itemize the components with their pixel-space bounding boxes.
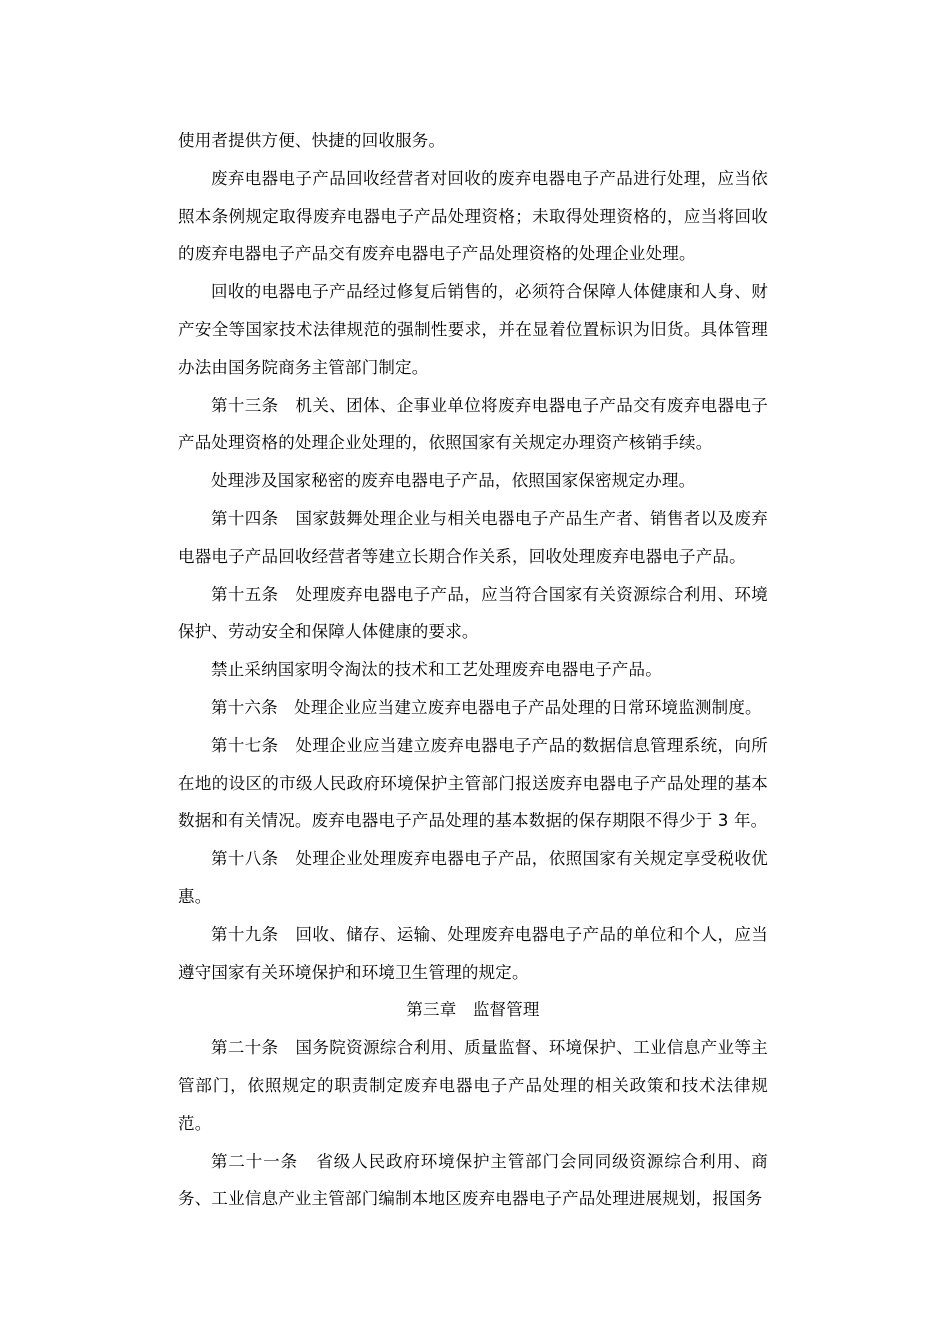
article-17-label: 第十七条 <box>211 735 279 755</box>
article-15-label: 第十五条 <box>211 584 279 604</box>
article-13-text: 机关、团体、企事业单位将废弃电器电子产品交有废弃电器电子产品处理资格的处理企业处理的，依照国家有关规定办理资产核销手续。 <box>178 395 768 453</box>
document-body <box>178 122 768 1218</box>
article-15-text: 处理废弃电器电子产品，应当符合国家有关资源综合利用、环境保护、劳动安全和保障人体健康的要求。 <box>178 584 768 642</box>
article-20 <box>178 1029 768 1142</box>
chapter-title: 监督管理 <box>472 1000 540 1020</box>
paragraph-state-secrets: 处理涉及国家秘密的废弃电器电子产品，依照国家保密规定办理。 <box>211 471 696 491</box>
paragraph-recycler-processing: 废弃电器电子产品回收经营者对回收的废弃电器电子产品进行处理，应当依照本条例规定取得废弃电器电子产品处理资格；未取得处理资格的，应当将回收的废弃电器电子产品交有废弃电器电子产品处理资格的处理企业处理。 <box>178 168 768 264</box>
article-15 <box>178 576 768 652</box>
article-18 <box>178 840 768 916</box>
article-19-text: 回收、储存、运输、处理废弃电器电子产品的单位和个人，应当遵守国家有关环境保护和环境卫生管理的规定。 <box>178 924 768 982</box>
article-14-label: 第十四条 <box>211 508 279 528</box>
article-16-text: 处理企业应当建立废弃电器电子产品处理的日常环境监测制度。 <box>294 697 762 717</box>
continuation-paragraph: 使用者提供方便、快捷的回收服务。 <box>178 131 446 150</box>
article-21 <box>178 1143 768 1219</box>
article-21-text: 省级人民政府环境保护主管部门会同同级资源综合利用、商务、工业信息产业主管部门编制本地区废弃电器电子产品处理进展规划，报国务 <box>178 1151 768 1209</box>
chapter-heading <box>178 991 768 1029</box>
article-16 <box>178 689 768 727</box>
chapter-label: 第三章 <box>406 1000 457 1020</box>
article-14 <box>178 500 768 576</box>
article-20-text: 国务院资源综合利用、质量监督、环境保护、工业信息产业等主管部门，依照规定的职责制定废弃电器电子产品处理的相关政策和技术法律规范。 <box>178 1038 768 1133</box>
article-14-text: 国家鼓舞处理企业与相关电器电子产品生产者、销售者以及废弃电器电子产品回收经营者等建立长期合作关系，回收处理废弃电器电子产品。 <box>178 508 768 566</box>
article-19 <box>178 916 768 992</box>
article-17 <box>178 727 768 840</box>
article-18-text: 处理企业处理废弃电器电子产品，依照国家有关规定享受税收优惠。 <box>178 849 768 906</box>
article-20-label: 第二十条 <box>211 1038 279 1058</box>
paragraph-refurbished-sales: 回收的电器电子产品经过修复后销售的，必须符合保障人体健康和人身、财产安全等国家技术法律规范的强制性要求，并在显着位置标识为旧货。具体管理办法由国务院商务主管部门制定。 <box>178 282 768 377</box>
article-13-label: 第十三条 <box>211 395 279 415</box>
article-17-text: 处理企业应当建立废弃电器电子产品的数据信息管理系统，向所在地的设区的市级人民政府环境保护主管部门报送废弃电器电子产品处理的基本数据和有关情况。废弃电器电子产品处理的基本数据的保存期限不得少于 3 年。 <box>178 735 768 831</box>
article-13 <box>178 387 768 463</box>
article-18-label: 第十八条 <box>211 849 279 869</box>
article-21-label: 第二十一条 <box>211 1151 298 1171</box>
article-19-label: 第十九条 <box>211 924 279 944</box>
article-16-label: 第十六条 <box>211 697 278 717</box>
paragraph-prohibited-tech: 禁止采纳国家明令淘汰的技术和工艺处理废弃电器电子产品。 <box>211 660 662 680</box>
